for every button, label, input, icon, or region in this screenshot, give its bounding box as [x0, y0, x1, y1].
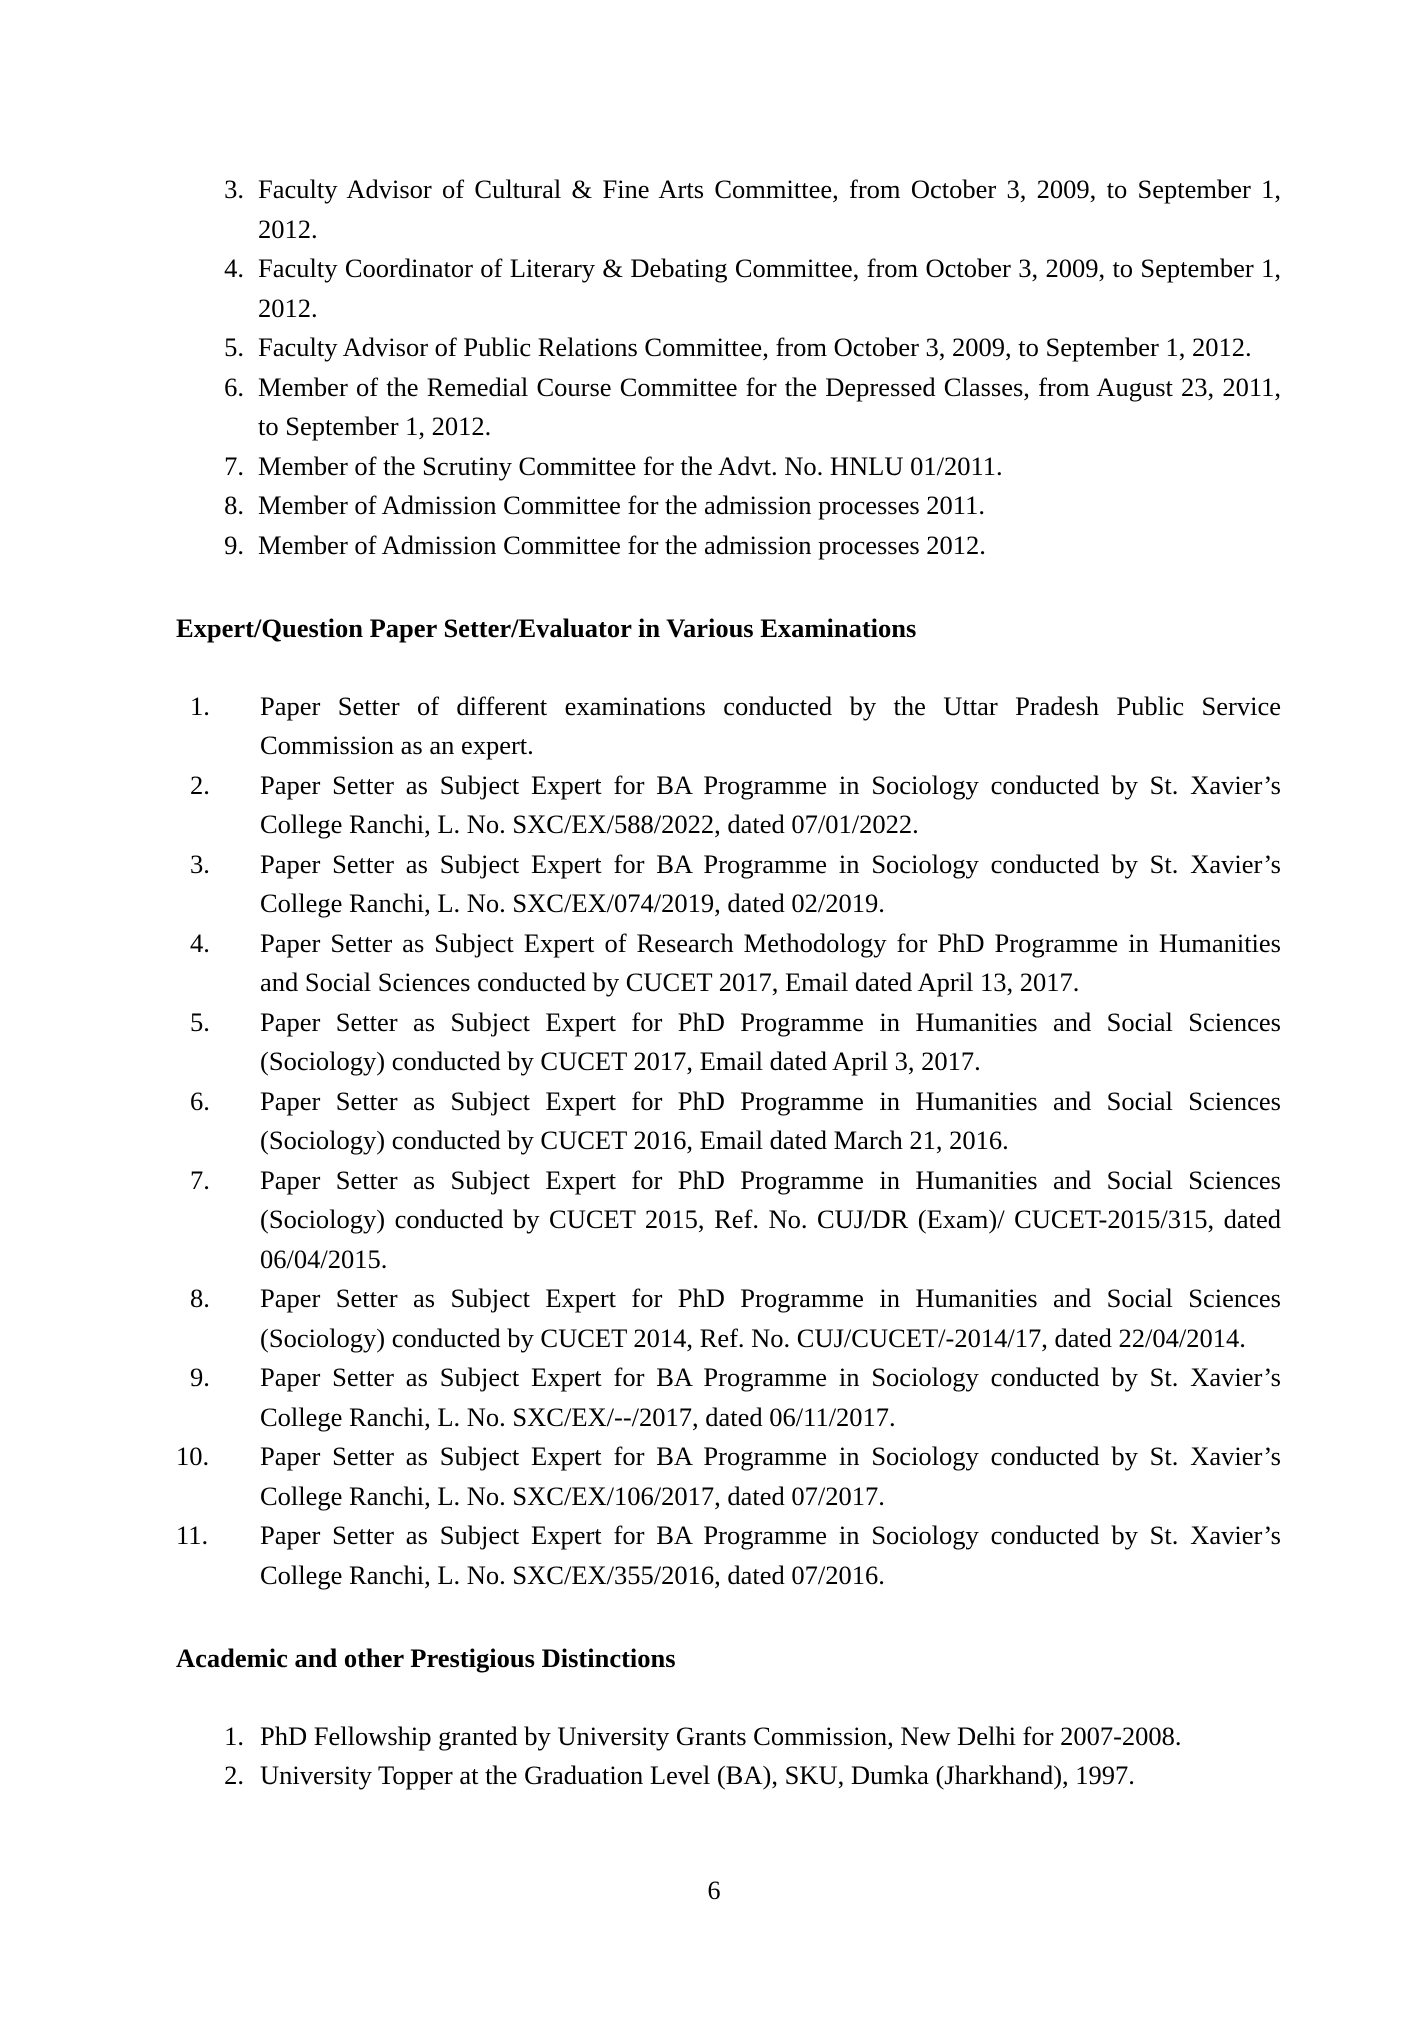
- list-marker: 7.: [190, 1164, 210, 1195]
- list-item-text: Paper Setter as Subject Expert for BA Programme in Sociology conducted by St. Xavier’s College Ranchi, L. No. SXC/EX/106/2017, dated 07/2017.: [260, 1441, 1281, 1511]
- list-item-text: Member of the Remedial Course Committee for the Depressed Classes, from August 23, 2011, to September 1, 2012.: [258, 371, 1281, 441]
- spacer: [176, 565, 1281, 609]
- list-item: [176, 170, 1281, 249]
- list-marker: 9.: [190, 1362, 210, 1392]
- list-item: [176, 1279, 1281, 1358]
- list-item-text: Paper Setter of different examinations conducted by the Uttar Pradesh Public Service Commission as an expert.: [260, 690, 1281, 760]
- list-item-text: Member of Admission Committee for the admission processes 2011.: [258, 490, 985, 520]
- list-item-text: Paper Setter as Subject Expert for PhD Programme in Humanities and Social Sciences (Sociology) conducted by CUCET 2014, Ref. No. CUJ/CUCET/-2014/17, dated 22/04/2014.: [260, 1283, 1281, 1353]
- list-item: [176, 486, 1281, 526]
- list-item: [176, 687, 1281, 766]
- page-content: [176, 170, 1281, 1796]
- page-number: 6: [707, 1876, 721, 1905]
- list-item: [176, 766, 1281, 845]
- list-item: [176, 328, 1281, 368]
- list-item: [176, 924, 1281, 1003]
- section-heading-distinctions: Academic and other Prestigious Distinctions: [176, 1643, 676, 1673]
- committee-roles-list: [176, 170, 1281, 565]
- list-marker: 11.: [176, 1520, 209, 1550]
- list-marker: 6.: [224, 371, 244, 402]
- list-marker: 2.: [224, 1760, 244, 1790]
- list-marker: 9.: [224, 529, 244, 560]
- list-marker: 10.: [176, 1441, 210, 1471]
- list-item-text: Faculty Advisor of Public Relations Committee, from October 3, 2009, to September 1, 2012.: [258, 332, 1252, 362]
- list-item-text: Faculty Coordinator of Literary & Debating Committee, from October 3, 2009, to September 1, 2012.: [258, 253, 1281, 323]
- list-item: [176, 1082, 1281, 1161]
- list-marker: 6.: [190, 1085, 210, 1116]
- list-item-text: Paper Setter as Subject Expert for BA Programme in Sociology conducted by St. Xavier’s College Ranchi, L. No. SXC/EX/--/2017, dated 06/11/2017.: [260, 1362, 1281, 1432]
- list-item-text: Paper Setter as Subject Expert of Research Methodology for PhD Programme in Humanities and Social Sciences conducted by CUCET 2017, Email dated April 13, 2017.: [260, 927, 1281, 997]
- list-marker: 8.: [190, 1283, 210, 1313]
- list-item-text: Paper Setter as Subject Expert for PhD Programme in Humanities and Social Sciences (Sociology) conducted by CUCET 2015, Ref. No. CUJ/DR (Exam)/ CUCET-2015/315, dated 06/04/2015.: [260, 1164, 1281, 1274]
- list-item-text: Paper Setter as Subject Expert for PhD Programme in Humanities and Social Sciences (Sociology) conducted by CUCET 2017, Email dated April 3, 2017.: [260, 1006, 1281, 1076]
- list-item-text: Member of the Scrutiny Committee for the Advt. No. HNLU 01/2011.: [258, 450, 1003, 481]
- spacer: [176, 649, 1281, 687]
- list-marker: 5.: [224, 332, 244, 362]
- list-item-text: Paper Setter as Subject Expert for BA Programme in Sociology conducted by St. Xavier’s College Ranchi, L. No. SXC/EX/588/2022, dated 07/01/2022.: [260, 769, 1281, 839]
- list-item: [176, 526, 1281, 566]
- spacer: [176, 1595, 1281, 1639]
- spacer: [176, 1679, 1281, 1717]
- list-marker: 4.: [224, 253, 244, 283]
- section-heading-paper-setter: Expert/Question Paper Setter/Evaluator in Various Examinations: [176, 613, 917, 643]
- list-item-text: Faculty Advisor of Cultural & Fine Arts Committee, from October 3, 2009, to September 1, 2012.: [258, 174, 1281, 244]
- list-marker: 1.: [224, 1720, 244, 1751]
- list-item-text: Paper Setter as Subject Expert for BA Programme in Sociology conducted by St. Xavier’s College Ranchi, L. No. SXC/EX/074/2019, dated 02/2019.: [260, 848, 1281, 918]
- list-item: [176, 1756, 1281, 1796]
- list-item: [176, 447, 1281, 487]
- distinctions-list: [176, 1717, 1281, 1796]
- list-item-text: University Topper at the Graduation Level (BA), SKU, Dumka (Jharkhand), 1997.: [260, 1760, 1135, 1790]
- paper-setter-list: [176, 687, 1281, 1596]
- list-marker: 4.: [190, 927, 210, 958]
- list-marker: 3.: [190, 848, 210, 879]
- list-marker: 8.: [224, 490, 244, 520]
- list-item-text: Paper Setter as Subject Expert for BA Programme in Sociology conducted by St. Xavier’s College Ranchi, L. No. SXC/EX/355/2016, dated 07/2016.: [260, 1520, 1281, 1590]
- list-marker: 3.: [224, 174, 244, 204]
- list-item: [176, 1516, 1281, 1595]
- list-item-text: PhD Fellowship granted by University Grants Commission, New Delhi for 2007-2008.: [260, 1720, 1182, 1751]
- list-marker: 1.: [190, 690, 210, 721]
- list-item: [176, 1161, 1281, 1280]
- list-marker: 5.: [190, 1006, 210, 1037]
- list-item: [176, 1437, 1281, 1516]
- list-item-text: Member of Admission Committee for the admission processes 2012.: [258, 529, 986, 560]
- list-item: [176, 1358, 1281, 1437]
- list-item: [176, 845, 1281, 924]
- list-item: [176, 1717, 1281, 1757]
- list-marker: 2.: [190, 769, 210, 800]
- list-item: [176, 368, 1281, 447]
- list-item-text: Paper Setter as Subject Expert for PhD Programme in Humanities and Social Sciences (Sociology) conducted by CUCET 2016, Email dated March 21, 2016.: [260, 1085, 1281, 1155]
- list-item: [176, 1003, 1281, 1082]
- list-item: [176, 249, 1281, 328]
- list-marker: 7.: [224, 450, 244, 481]
